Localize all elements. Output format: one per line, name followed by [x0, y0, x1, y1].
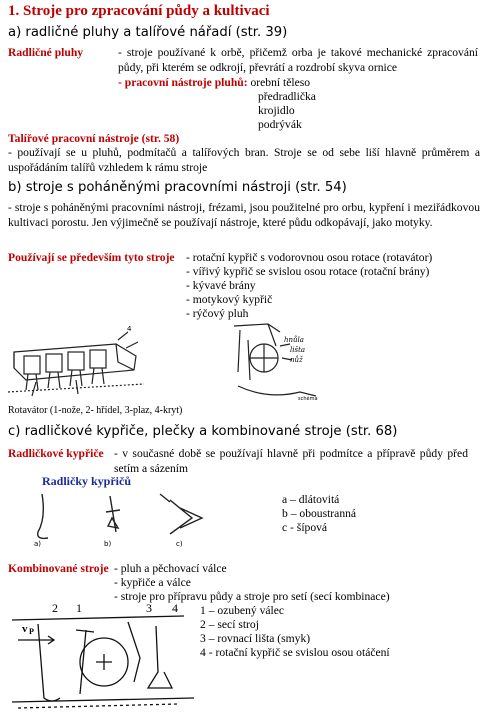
svg-text:1: 1: [76, 602, 82, 615]
combination-item: - stroje pro přípravu půdy a stroje pro setí (secí kombinace): [114, 590, 390, 603]
svg-text:v: v: [22, 623, 28, 635]
combination-item: - pluh a pěchovací válce: [114, 562, 227, 575]
machine-part-item: 4 - rotační kypřič se svislou osou otáčení: [200, 646, 390, 659]
svg-text:lišta: lišta: [290, 346, 306, 354]
svg-text:4: 4: [172, 602, 178, 615]
section-b-definition: - stroje s poháněnými pracovními nástroji, frézami, jsou použitelné pro orbu, kypření i meziřádkovou kultivaci porostu. Jen výjimečně se používají nástroje, které půdu odkopávají, jako motyky.: [8, 201, 480, 229]
machine-part-item: 3 – rovnací lišta (smyk): [200, 632, 311, 645]
radlicne-pluhy-definition: - stroje používané k orbě, přičemž orba je takové mechanické zpracování půdy, při kterém se odkrojí, převrátí a rozdrobí skyva ornice: [118, 46, 478, 74]
talirove-nastroje-term: Talířové pracovní nástroje (str. 58): [8, 132, 180, 145]
share-type-item: c - šípová: [282, 521, 328, 534]
machine-item: - vířivý kypřič se svislou osou rotace (rotační brány): [186, 265, 430, 278]
pracovni-nastroje-label: - pracovní nástroje pluhů:: [118, 76, 248, 89]
tool-item: krojidlo: [258, 104, 295, 117]
pracovni-nastroje-line: [118, 75, 310, 90]
radlicky-kypricu-heading: Radličky kypřičů: [42, 474, 132, 488]
machine-item: - motykový kypřič: [186, 293, 273, 306]
svg-text:3: 3: [146, 602, 152, 615]
svg-text:b): b): [104, 540, 112, 548]
svg-text:2: 2: [52, 602, 58, 615]
share-type-item: a – dlátovitá: [282, 493, 340, 506]
share-type-item: b – oboustranná: [282, 507, 357, 520]
pouzivaji-se-term: Používají se především tyto stroje: [8, 251, 175, 264]
svg-text:schéma: schéma: [298, 396, 318, 402]
radlickove-kyprice-definition: - v současné době se používají hlavně při podmítce a přípravě půdy před setím a sázením: [114, 447, 468, 475]
svg-text:4: 4: [127, 325, 132, 333]
svg-text:P: P: [29, 627, 34, 636]
share-types-illustration: [20, 488, 220, 548]
svg-text:c): c): [176, 540, 183, 548]
combined-machine-illustration: [8, 602, 198, 716]
section-b-heading: b) stroje s poháněnými pracovními nástroji (str. 54): [8, 180, 347, 195]
radlickove-kyprice-term: Radličkové kypřiče: [8, 447, 104, 460]
svg-text:a): a): [34, 540, 42, 548]
talirove-nastroje-definition: - používají se u pluhů, podmítačů a talířových bran. Stroje se od sebe liší hlavně průměrem a uspořádáním talířů vzhledem k rámu stroje: [8, 146, 480, 174]
machine-part-item: 1 – ozubený válec: [200, 604, 285, 617]
radlicne-pluhy-term: Radličné pluhy: [8, 46, 84, 59]
rotavator-illustration: [6, 322, 146, 402]
section-a-heading: a) radličné pluhy a talířové nářadí (str. 39): [8, 25, 288, 40]
combination-item: - kypřiče a válce: [114, 576, 191, 589]
machine-item: - kývavé brány: [186, 279, 256, 292]
tool-item: podrývák: [258, 118, 302, 131]
kombinovane-stroje-term: Kombinované stroje: [8, 562, 109, 575]
section-c-heading: c) radličkové kypřiče, plečky a kombinované stroje (str. 68): [8, 424, 398, 439]
tool-item: předradlička: [258, 90, 316, 103]
svg-text:hnůla: hnůla: [284, 336, 304, 344]
machine-item: - rýčový pluh: [186, 307, 249, 320]
rotavator-caption: Rotavátor (1-nože, 2- hřídel, 3-plaz, 4-kryt): [8, 405, 183, 416]
svg-text:nůž: nůž: [290, 356, 303, 364]
page-title: 1. Stroje pro zpracování půdy a kultivaci: [8, 3, 270, 19]
tool-item: orební těleso: [247, 76, 311, 89]
rotary-tiller-schema: [228, 316, 358, 406]
machine-part-item: 2 – secí stroj: [200, 618, 259, 631]
machine-item: - rotační kypřič s vodorovnou osou rotace (rotavátor): [186, 251, 433, 264]
